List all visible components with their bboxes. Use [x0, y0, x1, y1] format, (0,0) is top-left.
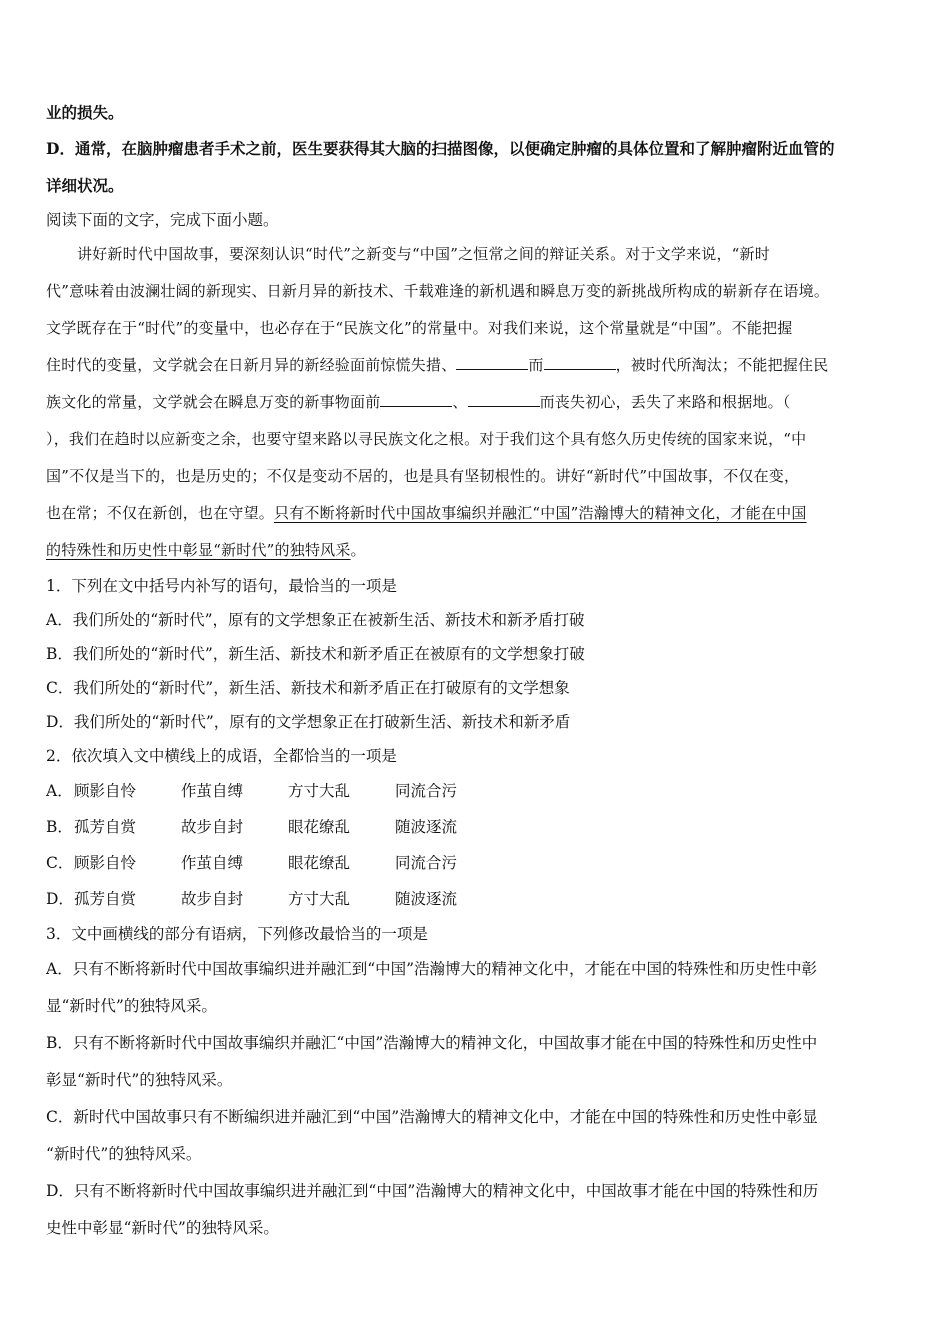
passage-text: ，被时代所淘汰；不能把握住民 [615, 356, 829, 374]
q3-option-a-line1: A．只有不断将新时代中国故事编织进并融汇到“中国”浩瀚博大的精神文化中，才能在中国的特殊性和历史性中彰 [46, 960, 818, 978]
idiom: 故步自封 [181, 890, 244, 908]
idiom: 作茧自缚 [181, 854, 244, 872]
q3-option-a-line2: 显“新时代”的独特风采。 [46, 997, 217, 1015]
idiom: 顾影自怜 [74, 782, 137, 800]
reading-passage [46, 236, 904, 569]
idiom: 孤芳自赏 [74, 818, 137, 836]
passage-line: ），我们在趋时以应新变之余，也要守望来路以寻民族文化之根。对于我们这个具有悠久历史传统的国家来说，“中 [46, 430, 807, 448]
question-2-stem: 2．依次填入文中横线上的成语，全都恰当的一项是 [46, 747, 397, 765]
passage-text: 。 [350, 541, 366, 559]
fill-blank-3 [380, 392, 452, 407]
passage-line [46, 495, 904, 532]
q1-option-b: B．我们所处的“新时代”，新生活、新技术和新矛盾正在被原有的文学想象打破 [46, 645, 585, 663]
passage-text: 而 [528, 356, 544, 374]
q3-option-d-line1: D．只有不断将新时代中国故事编织进并融汇到“中国”浩瀚博大的精神文化中，中国故事才能在中国的特殊性和历 [46, 1182, 819, 1200]
idiom: 眼花缭乱 [288, 854, 351, 872]
q3-option-c-line2: “新时代”的独特风采。 [46, 1145, 202, 1163]
passage-text: 而丧失初心，丢失了来路和根据地。（ [539, 393, 791, 411]
idiom: 同流合污 [395, 854, 458, 872]
idiom: 孤芳自赏 [74, 890, 137, 908]
passage-text: 族文化的常量，文学就会在瞬息万变的新事物面前 [46, 393, 381, 411]
prev-option-tail: 业的损失。 [46, 103, 124, 122]
q1-option-a: A．我们所处的“新时代”，原有的文学想象正在被新生活、新技术和新矛盾打破 [46, 611, 585, 629]
fill-blank-2 [544, 355, 616, 370]
fill-blank-4 [468, 392, 540, 407]
fill-blank-1 [456, 355, 528, 370]
passage-text: 也在常；不仅在新创，也在守望。 [46, 504, 275, 522]
passage-line: 文学既存在于“时代”的变量中，也必存在于“民族文化”的常量中。对我们来说，这个常量就是“中国”。不能把握 [46, 319, 793, 337]
q1-option-d: D．我们所处的“新时代”，原有的文学想象正在打破新生活、新技术和新矛盾 [46, 713, 571, 731]
q3-option-d-line2: 史性中彰显“新时代”的独特风采。 [46, 1219, 279, 1237]
q3-option-b-line1: B．只有不断将新时代中国故事编织并融汇“中国”浩瀚博大的精神文化，中国故事才能在中国的特殊性和历史性中 [46, 1034, 818, 1052]
passage-line: 国”不仅是当下的，也是历史的；不仅是变动不居的，也是具有坚韧根性的。讲好“新时代”中国故事，不仅在变， [46, 467, 800, 485]
question-1-stem: 1．下列在文中括号内补写的语句，最恰当的一项是 [46, 577, 397, 595]
passage-line [46, 384, 904, 421]
idiom: 顾影自怜 [74, 854, 137, 872]
prev-option-d-line1: D．通常，在脑肿瘤患者手术之前，医生要获得其大脑的扫描图像，以便确定肿瘤的具体位置和了解肿瘤附近血管的 [46, 139, 835, 158]
q2-option-d [46, 881, 904, 917]
reading-instruction: 阅读下面的文字，完成下面小题。 [46, 211, 279, 229]
idiom: 故步自封 [181, 818, 244, 836]
idiom: 随波逐流 [395, 890, 458, 908]
option-label: A． [46, 782, 73, 800]
option-label: D． [46, 890, 74, 908]
q2-option-c [46, 845, 904, 881]
idiom: 方寸大乱 [288, 890, 351, 908]
question-3-stem: 3．文中画横线的部分有语病，下列修改最恰当的一项是 [46, 925, 428, 943]
q3-option-c-line1: C．新时代中国故事只有不断编织进并融汇到“中国”浩瀚博大的精神文化中，才能在中国的特殊性和历史性中彰显 [46, 1108, 818, 1126]
q2-option-b [46, 809, 904, 845]
passage-line: 讲好新时代中国故事，要深刻认识“时代”之新变与“中国”之恒常之间的辩证关系。对于文学来说，“新时 [77, 245, 770, 263]
idiom: 方寸大乱 [288, 782, 351, 800]
prev-option-d-line2: 详细状况。 [46, 176, 124, 195]
passage-line: 代”意味着由波澜壮阔的新现实、日新月异的新技术、千载难逢的新机遇和瞬息万变的新挑战所构成的崭新存在语境。 [46, 282, 830, 300]
passage-text: 住时代的变量，文学就会在日新月异的新经验面前惊慌失措、 [46, 356, 457, 374]
idiom: 眼花缭乱 [288, 818, 351, 836]
underlined-sentence: 只有不断将新时代中国故事编织并融汇“中国”浩瀚博大的精神文化，才能在中国 [274, 504, 807, 522]
q3-option-b-line2: 彰显“新时代”的独特风采。 [46, 1071, 233, 1089]
option-label: B． [46, 818, 73, 836]
idiom: 作茧自缚 [181, 782, 244, 800]
passage-line [46, 347, 904, 384]
option-label: C． [46, 854, 74, 872]
document-page [46, 96, 904, 1247]
q2-option-a [46, 773, 904, 809]
idiom: 同流合污 [395, 782, 458, 800]
idiom: 随波逐流 [395, 818, 458, 836]
q1-option-c: C．我们所处的“新时代”，新生活、新技术和新矛盾正在打破原有的文学想象 [46, 679, 570, 697]
passage-text: 、 [452, 393, 468, 411]
passage-line [46, 532, 904, 569]
underlined-sentence: 的特殊性和历史性中彰显“新时代”的独特风采 [46, 541, 351, 559]
